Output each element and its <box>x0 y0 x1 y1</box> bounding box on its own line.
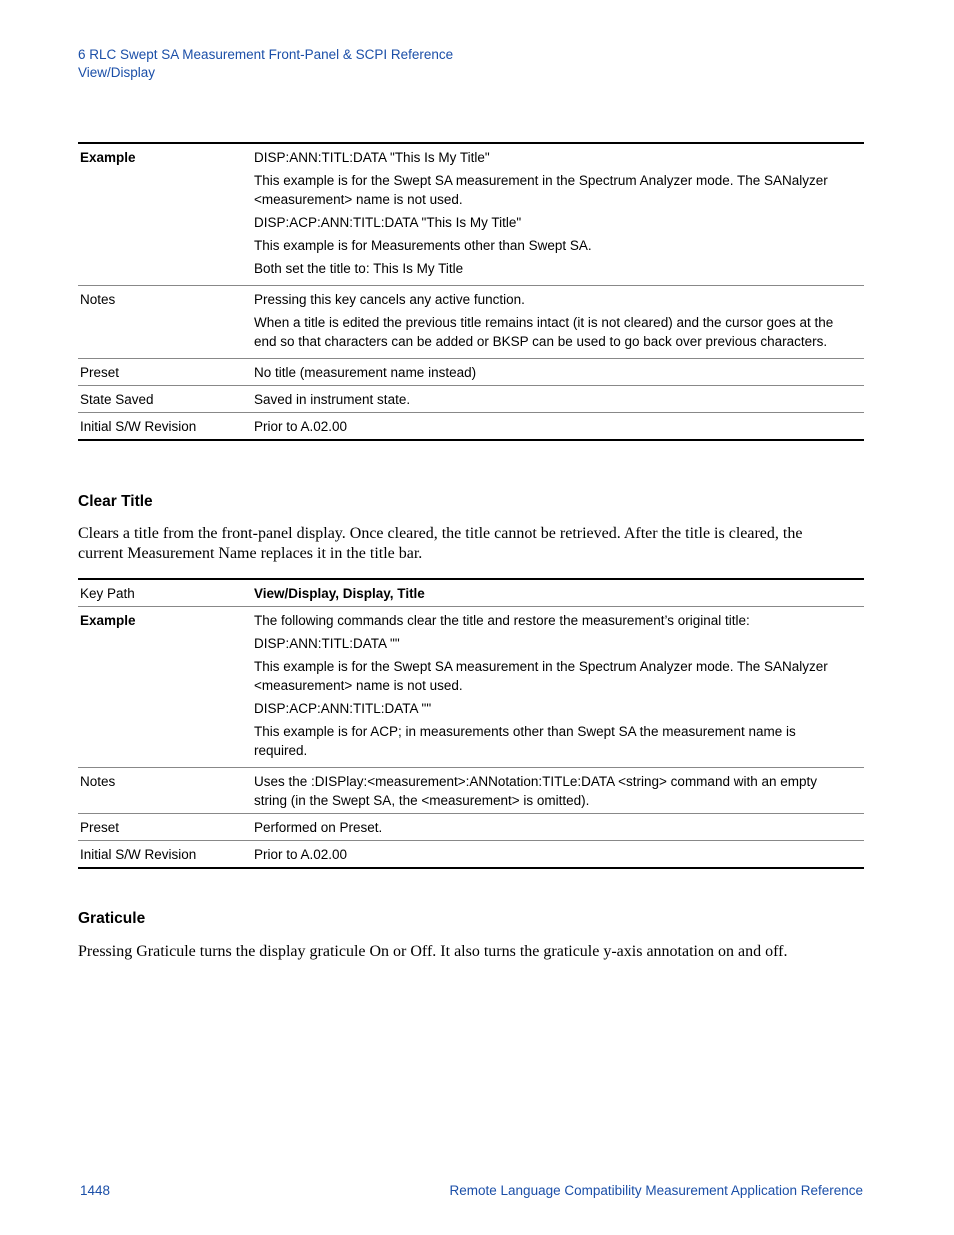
revision-value: Prior to A.02.00 <box>254 419 348 434</box>
table-row <box>78 413 864 441</box>
book-title: Remote Language Compatibility Measurement Application Reference <box>449 1183 863 1198</box>
table-row <box>78 607 864 768</box>
preset-value: Performed on Preset. <box>254 820 383 835</box>
preset-value: No title (measurement name instead) <box>254 365 477 380</box>
clear-title-table <box>78 578 864 869</box>
table-row <box>78 579 864 607</box>
page-number: 1448 <box>80 1183 111 1198</box>
key-path-label: Key Path <box>80 586 135 601</box>
example-line: The following commands clear the title and restore the measurement’s original title: <box>254 613 750 628</box>
revision-value: Prior to A.02.00 <box>254 847 348 862</box>
graticule-heading: Graticule <box>78 910 146 927</box>
clear-title-heading: Clear Title <box>78 493 153 510</box>
preset-label: Preset <box>80 365 120 380</box>
example-line: DISP:ANN:TITL:DATA "" <box>254 636 400 651</box>
table-row <box>78 359 864 386</box>
table-row <box>78 768 864 814</box>
example-line: DISP:ACP:ANN:TITL:DATA "This Is My Title" <box>254 215 522 230</box>
example-line: This example is for the Swept SA measurement in the Spectrum Analyzer mode. The SANalyzer <measurement> name is not used. <box>254 173 828 207</box>
section-title: View/Display <box>78 65 156 80</box>
title-properties-table <box>78 142 864 441</box>
state-saved-label: State Saved <box>80 392 154 407</box>
example-line: DISP:ANN:TITL:DATA "This Is My Title" <box>254 150 490 165</box>
example-content <box>254 143 864 286</box>
table-row <box>78 814 864 841</box>
table-row <box>78 386 864 413</box>
state-saved-value: Saved in instrument state. <box>254 392 411 407</box>
example-content <box>254 607 864 768</box>
table-row <box>78 841 864 869</box>
clear-title-description: Clears a title from the front-panel display. Once cleared, the title cannot be retrieved. After the title is cleared, the current Measurement Name replaces it in the title bar. <box>78 525 803 562</box>
notes-line: When a title is edited the previous title remains intact (it is not cleared) and the cursor goes at the end so that characters can be added or BKSP can be used to go back over previous characters. <box>254 315 834 349</box>
chapter-title: 6 RLC Swept SA Measurement Front-Panel & SCPI Reference <box>78 47 454 62</box>
notes-content <box>254 286 864 359</box>
example-line: This example is for Measurements other than Swept SA. <box>254 238 592 253</box>
table-row <box>78 286 864 359</box>
notes-line: Pressing this key cancels any active function. <box>254 292 525 307</box>
key-path-value: View/Display, Display, Title <box>254 586 425 601</box>
example-line: DISP:ACP:ANN:TITL:DATA "" <box>254 701 432 716</box>
example-line: This example is for ACP; in measurements other than Swept SA the measurement name is required. <box>254 724 796 758</box>
example-line: Both set the title to: This Is My Title <box>254 261 464 276</box>
preset-label: Preset <box>80 820 120 835</box>
example-label: Example <box>80 613 136 628</box>
notes-label: Notes <box>80 774 116 789</box>
revision-label: Initial S/W Revision <box>80 419 197 434</box>
notes-label: Notes <box>80 292 116 307</box>
revision-label: Initial S/W Revision <box>80 847 197 862</box>
notes-value: Uses the :DISPlay:<measurement>:ANNotation:TITLe:DATA <string> command with an empty string (in the Swept SA, the <measurement> is omitted). <box>254 774 817 808</box>
example-line: This example is for the Swept SA measurement in the Spectrum Analyzer mode. The SANalyzer <measurement> name is not used. <box>254 659 828 693</box>
example-label: Example <box>80 150 136 165</box>
running-header <box>78 46 453 82</box>
table-row <box>78 143 864 286</box>
graticule-description: Pressing Graticule turns the display graticule On or Off. It also turns the graticule y-axis annotation on and off. <box>78 943 788 960</box>
